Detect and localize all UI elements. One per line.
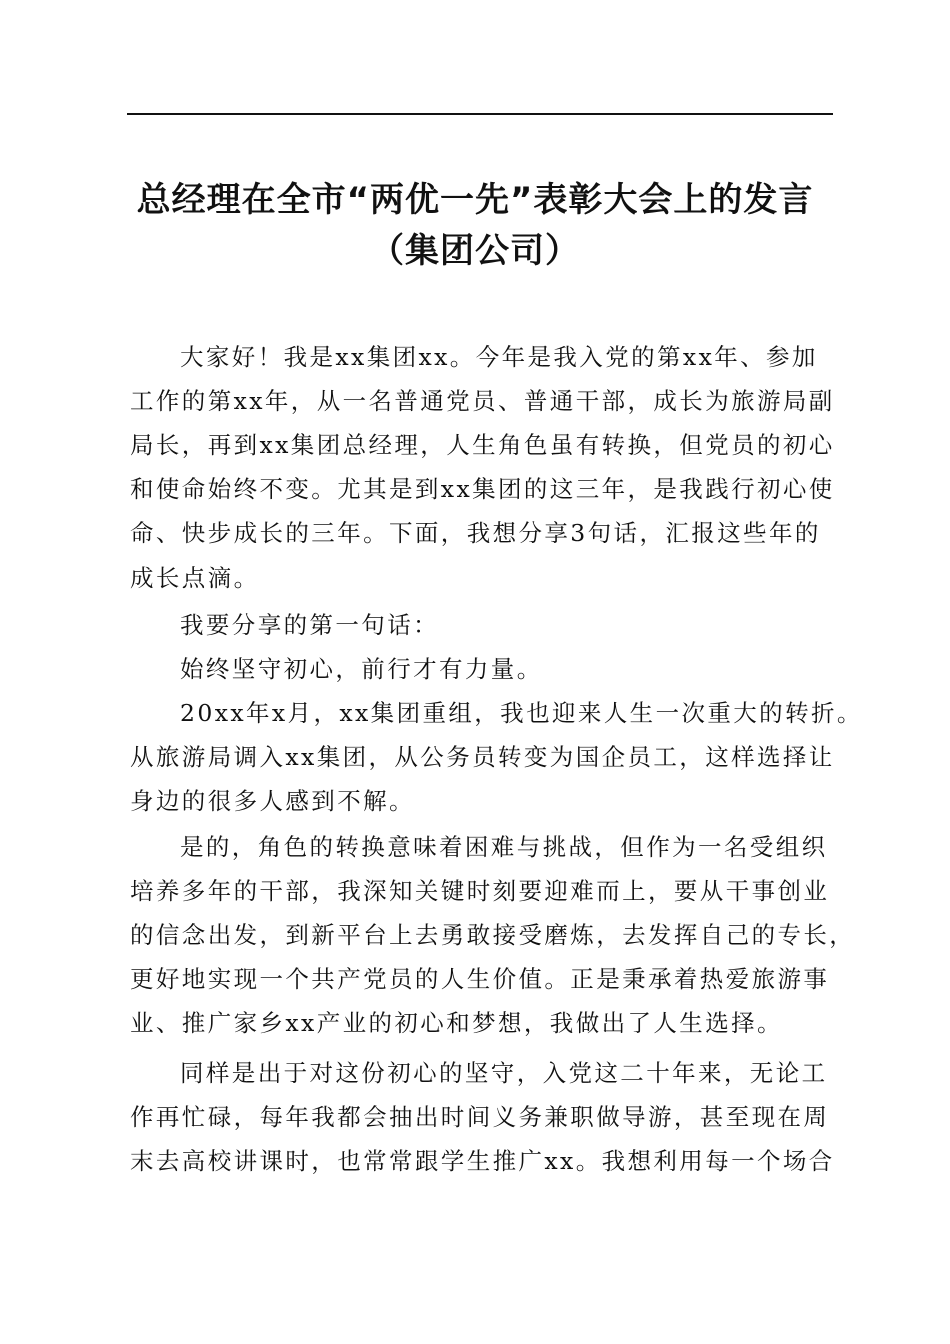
- body-line: 同样是出于对这份初心的坚守，入党这二十年来，无论工: [180, 1059, 828, 1087]
- body-line: 和使命始终不变。尤其是到xx集团的这三年，是我践行初心使: [130, 475, 835, 503]
- body-line: 成长点滴。: [130, 564, 260, 592]
- body-line: 培养多年的干部，我深知关键时刻要迎难而上，要从干事创业: [130, 877, 830, 905]
- body-line: 身边的很多人感到不解。: [130, 787, 415, 815]
- body-line: 是的，角色的转换意味着困难与挑战，但作为一名受组织: [180, 833, 828, 861]
- body-line: 末去高校讲课时，也常常跟学生推广xx。我想利用每一个场合: [130, 1147, 835, 1175]
- body-line: 业、推广家乡xx产业的初心和梦想，我做出了人生选择。: [130, 1009, 783, 1037]
- document-subtitle: （集团公司）: [370, 231, 580, 271]
- body-line: 工作的第xx年，从一名普通党员、普通干部，成长为旅游局副: [130, 387, 835, 415]
- body-line: 命、快步成长的三年。下面，我想分享3句话，汇报这些年的: [130, 519, 821, 547]
- document-title: 总经理在全市“两优一先”表彰大会上的发言: [136, 180, 814, 220]
- body-line: 20xx年x月，xx集团重组，我也迎来人生一次重大的转折。: [180, 699, 863, 727]
- body-line: 从旅游局调入xx集团，从公务员转变为国企员工，这样选择让: [130, 743, 835, 771]
- body-line: 始终坚守初心，前行才有力量。: [180, 655, 543, 683]
- body-line: 作再忙碌，每年我都会抽出时间义务兼职做导游，甚至现在周: [130, 1103, 830, 1131]
- body-line: 我要分享的第一句话：: [180, 611, 439, 639]
- body-line: 大家好！我是xx集团xx。今年是我入党的第xx年、参加: [180, 343, 818, 371]
- body-line: 局长，再到xx集团总经理，人生角色虽有转换，但党员的初心: [130, 431, 835, 459]
- body-line: 的信念出发，到新平台上去勇敢接受磨炼，去发挥自己的专长，: [130, 921, 856, 949]
- body-line: 更好地实现一个共产党员的人生价值。正是秉承着热爱旅游事: [130, 965, 830, 993]
- header-rule: [127, 113, 833, 115]
